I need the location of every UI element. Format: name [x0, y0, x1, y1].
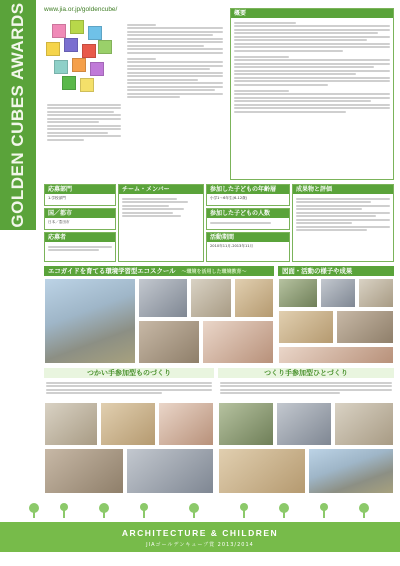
side-banner: [0, 0, 45, 230]
drawing-photo: [234, 278, 274, 318]
results-box: 成果物と評価: [292, 184, 394, 262]
side-subtitle: ARCHITECTURE & CHILDREN: [35, 46, 45, 184]
school-building-photo: [44, 278, 136, 364]
main-band-title: エコガイドを育てる環境学習型エコスクール 〜環境を活用した環境教育〜: [44, 266, 274, 276]
age-value: 小学1〜6年生(6-12歳): [210, 196, 248, 200]
construction-photo-1: [218, 402, 274, 446]
country-box: 国／都市 日本／豊田市: [44, 208, 116, 230]
intro-panel-lower: [44, 100, 124, 180]
activity-photo-3: [358, 278, 394, 308]
section-tsukuri-body: [220, 380, 392, 396]
site-url[interactable]: www.jia.or.jp/goldencube/: [44, 6, 118, 13]
applicant-box: 応募者: [44, 232, 116, 262]
activity-photo-6: [278, 346, 394, 364]
overview-panel: [230, 8, 394, 180]
construction-photo-4: [218, 448, 306, 494]
section-tsukai-title: つかい手参加型ものづくり: [44, 368, 214, 378]
team-box: チーム・メンバー: [118, 184, 204, 262]
main-band-subtitle: 〜環境を活用した環境教育〜: [181, 269, 247, 275]
footer-subtitle: JIAゴールデンキューブ賞 2013/2014: [146, 542, 254, 548]
students-photo: [202, 320, 274, 364]
activity-photo-5: [336, 310, 394, 344]
workshop-photo-4: [44, 448, 124, 494]
category-box: 応募部門 1.学校部門: [44, 184, 116, 206]
workshop-photo-5: [126, 448, 214, 494]
workshop-photo-1: [44, 402, 98, 446]
period-value: 2010年11月-2013年11月: [210, 244, 254, 248]
intro-panel: [124, 8, 226, 180]
right-band-title: 図面・活動の様子や成果: [278, 266, 394, 276]
section-tsukuri-title: つくり手参加型ひとづくり: [218, 368, 394, 378]
construction-photo-5: [308, 448, 394, 494]
cubes-logo: [44, 18, 114, 98]
section-tsukai-body: [46, 380, 212, 396]
classroom-photo-2: [190, 278, 232, 318]
presentation-photo: [138, 320, 200, 364]
country-value: 日本／豊田市: [48, 220, 70, 224]
footer-title: ARCHITECTURE & CHILDREN: [121, 528, 279, 538]
count-box: 参加した子どもの人数: [206, 208, 290, 230]
classroom-photo-1: [138, 278, 188, 318]
construction-photo-3: [334, 402, 394, 446]
activity-photo-1: [278, 278, 318, 308]
overview-body: [231, 18, 393, 116]
side-title: GOLDEN CUBES AWARDS: [8, 2, 27, 228]
tree-decoration: [24, 500, 376, 520]
workshop-photo-3: [158, 402, 214, 446]
construction-photo-2: [276, 402, 332, 446]
activity-photo-4: [278, 310, 334, 344]
activity-photo-2: [320, 278, 356, 308]
workshop-photo-2: [100, 402, 156, 446]
age-box: 参加した子どもの年齢層 小学1〜6年生(6-12歳): [206, 184, 290, 206]
period-box: 活動期間 2010年11月-2013年11月: [206, 232, 290, 262]
overview-title: 概要: [231, 9, 393, 18]
category-value: 1.学校部門: [48, 196, 66, 200]
